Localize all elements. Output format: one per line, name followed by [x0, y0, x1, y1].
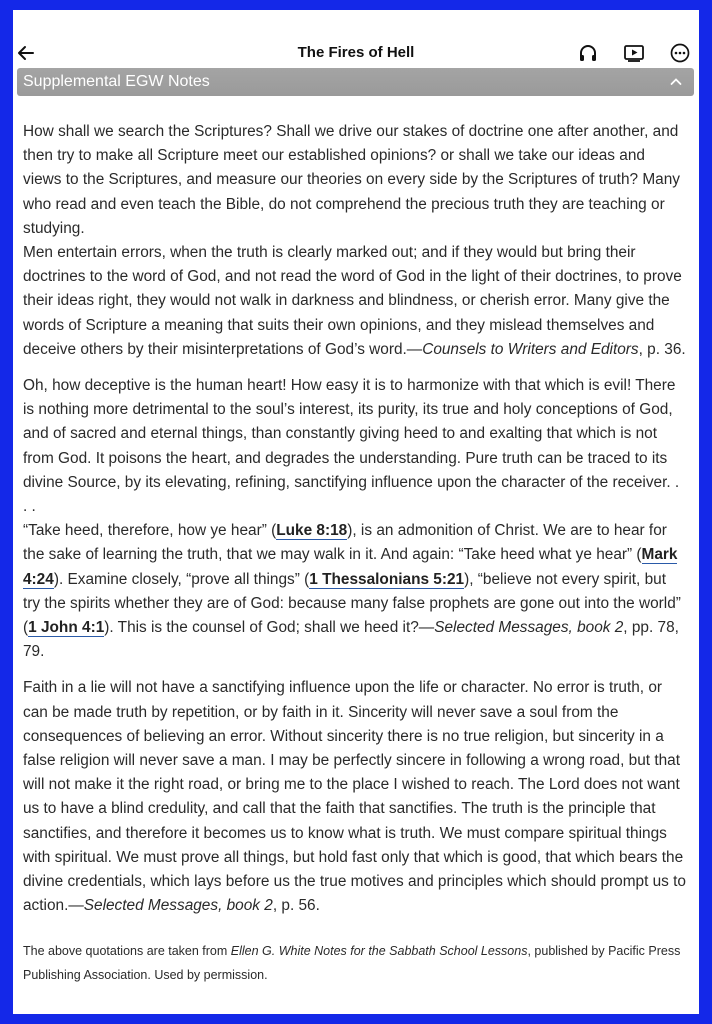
paragraph-3: Oh, how deceptive is the human heart! How easy it is to harmonize with that which is evil! There is nothing more detrimental to the soul’s interest, its purity, its true and holy conceptions of God, and of sacred and eternal things, than constantly giving heed to and exalting that which is not from God. It poisons the heart, and degrades the understanding. Pure truth can be traced to its divine Source, by its elevating, refining, sanctifying influence upon the character of the receiver. . . . — [23, 377, 680, 516]
citation: Selected Messages, book 2 — [83, 897, 273, 915]
paragraph-4-text: ), is an admonition of Christ. We are to hear for the sake of learning the truth, that we may walk in it. And again: “Take heed what ye hear” ( — [23, 522, 667, 564]
attribution-footer — [23, 939, 687, 987]
notes-content — [23, 120, 687, 987]
scripture-link-thessalonians[interactable]: 1 Thessalonians 5:21 — [309, 570, 465, 588]
paragraph-5 — [23, 676, 687, 918]
paragraph-1: How shall we search the Scriptures? Shall we drive our stakes of doctrine one after another, and then try to make all Scripture meet our established opinions? or shall we take our ideas and views to the Scriptures, and measure our theories on every side by the Scriptures of truth? Many who read and even teach the Bible, do not comprehend the precious truth they are teaching or studying. — [23, 123, 680, 237]
scripture-link-mark[interactable]: Mark 4:24 — [23, 546, 678, 588]
scripture-link-luke[interactable]: Luke 8:18 — [276, 522, 348, 540]
paragraph-4-text: ), “believe not every spirit, but try the spirits whether they are of God: because many false prophets are gone out into the world” ( — [23, 570, 681, 637]
more-options-icon[interactable] — [667, 40, 693, 66]
footer-text: The above quotations are taken from — [23, 943, 231, 958]
paragraph-2-text: Men entertain errors, when the truth is clearly marked out; and if they would but bring their doctrines to the word of God, and not read the word of God in the light of their doctrines, to prove their ideas right, they would not walk in darkness and blindness, or cherish error. Many give the words of Scripture a meaning that suits their own opinions, and they mislead themselves and deceive others by their misinterpretations of God’s word.— — [23, 244, 682, 358]
paragraph-4-text: “Take heed, therefore, how ye hear” ( — [23, 522, 277, 540]
citation-page: , p. 56. — [272, 897, 320, 915]
video-play-icon[interactable] — [621, 40, 647, 66]
paragraph-4 — [23, 519, 687, 664]
footer-citation: Ellen G. White Notes for the Sabbath School Lessons — [230, 943, 528, 958]
footer-text: , published by Pacific Press Publishing Association. Used by permission. — [23, 943, 681, 982]
chevron-up-icon[interactable] — [668, 74, 684, 90]
citation: Counsels to Writers and Editors — [422, 340, 639, 358]
back-arrow-icon[interactable] — [15, 42, 37, 64]
status-bar — [13, 10, 699, 18]
paragraph-4-text: ). This is the counsel of God; shall we heed it?— — [104, 619, 435, 637]
citation: Selected Messages, book 2 — [434, 619, 624, 637]
citation-page: , p. 36. — [638, 340, 686, 358]
paragraph-4-text: ). Examine closely, “prove all things” ( — [53, 570, 310, 588]
section-title: Supplemental EGW Notes — [23, 73, 210, 90]
headphones-icon[interactable] — [575, 40, 601, 66]
app-window — [13, 10, 699, 1014]
citation-page: , pp. 78, 79. — [23, 619, 679, 661]
scripture-link-john[interactable]: 1 John 4:1 — [28, 619, 105, 637]
paragraph-5-text: Faith in a lie will not have a sanctifying influence upon the life or character. No error is truth, or can be made truth by repetition, or by faith in it. Sincerity will never save a soul from the consequences of believing an error. Without sincerity there is no true religion, but sincerity in a false religion will never save a man. I may be perfectly sincere in following a wrong road, but that will not make it the right road, or bring me to the place I wished to reach. The Lord does not want us to have a blind credulity, and call that the faith that sanctifies. The truth is the principle that sanctifies, and therefore it becomes us to know what is truth. We must compare spiritual things with spiritual. We must prove all things, but hold fast only that which is good, that which bears the divine credentials, which lays before us the true motives and principles which should prompt us to action.— — [23, 679, 686, 915]
page-title: The Fires of Hell — [297, 44, 415, 61]
paragraph-2 — [23, 241, 687, 362]
supplemental-notes-header[interactable] — [17, 68, 694, 96]
